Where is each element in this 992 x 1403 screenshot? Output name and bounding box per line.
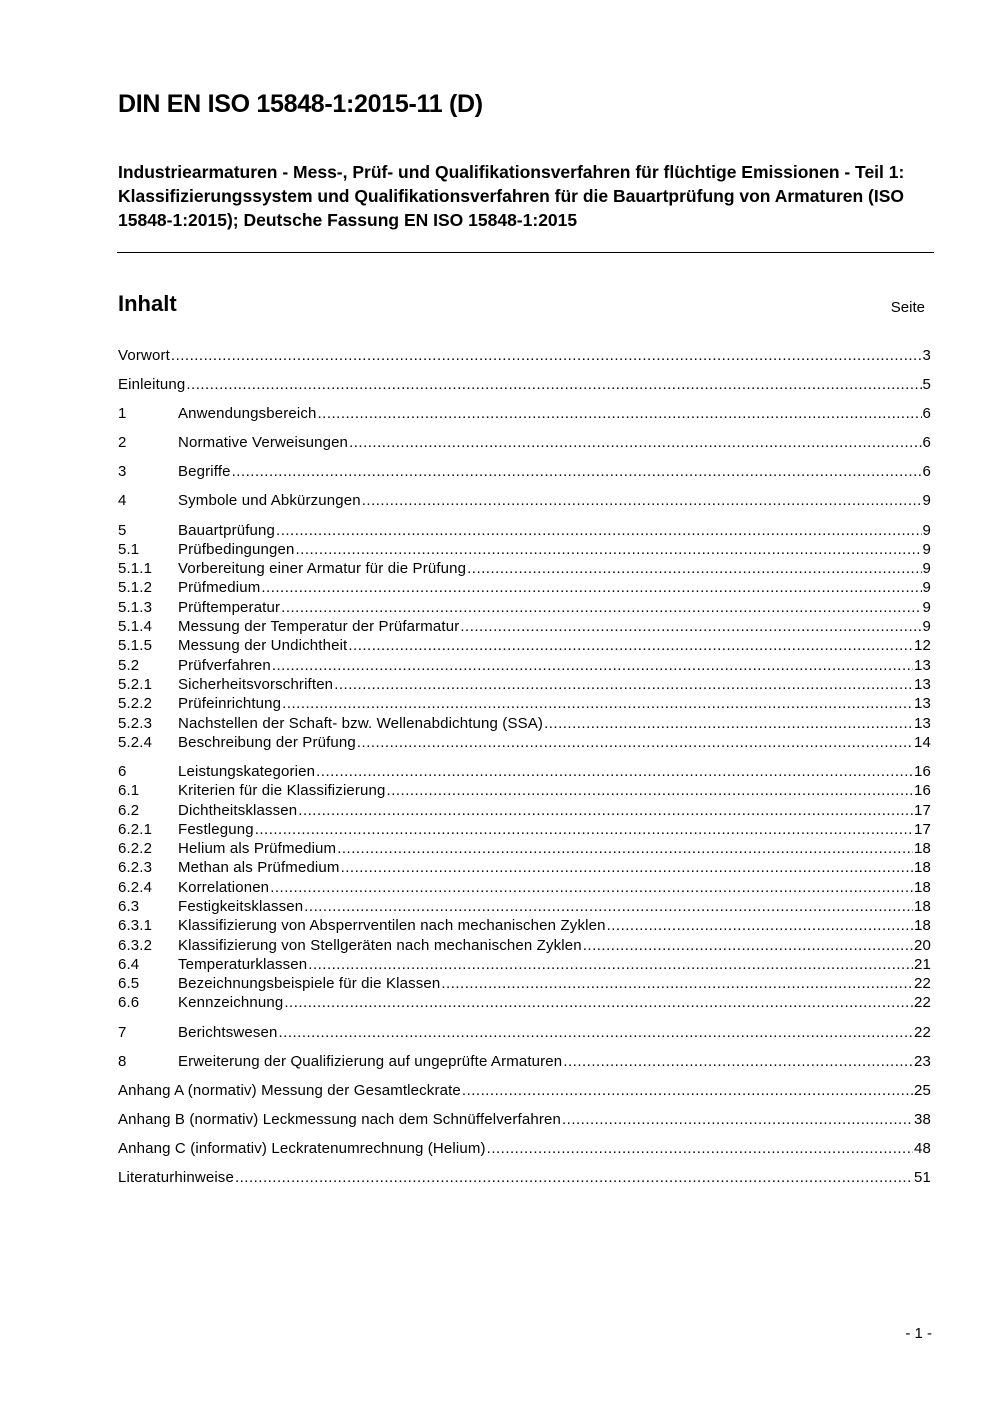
- toc-entry[interactable]: [118, 463, 931, 482]
- toc-entry-number: 6.4: [118, 955, 140, 973]
- toc-leader-dots: [563, 1053, 913, 1070]
- toc-entry[interactable]: [118, 599, 931, 618]
- toc-entry-number: 6.3: [118, 898, 140, 915]
- toc-entry[interactable]: [118, 405, 931, 424]
- toc-entry-page: 22: [914, 994, 931, 1012]
- toc-entry[interactable]: [118, 859, 931, 878]
- toc-entry-number: 5.2.3: [118, 714, 153, 732]
- toc-entry[interactable]: [118, 975, 931, 994]
- toc-entry-number: 6.6: [118, 994, 140, 1012]
- toc-entry[interactable]: [118, 821, 931, 840]
- toc-entry-title: Begriffe: [178, 463, 231, 481]
- toc-leader-dots: [462, 1082, 913, 1099]
- toc-entry-title: Anhang A (normativ) Messung der Gesamtleckrate: [118, 1081, 461, 1099]
- toc-leader-dots: [282, 695, 913, 712]
- toc-leader-dots: [487, 1140, 913, 1157]
- toc-leader-dots: [562, 1111, 913, 1128]
- toc-entry-page: 14: [914, 733, 931, 751]
- toc-entry[interactable]: [118, 1111, 931, 1130]
- toc-leader-dots: [279, 1024, 914, 1041]
- toc-entry-title: Anwendungsbereich: [178, 405, 317, 423]
- toc-leader-dots: [270, 879, 913, 896]
- toc-entry-number: 5.2.1: [118, 675, 153, 693]
- toc-entry-page: 9: [922, 579, 931, 597]
- toc-entry[interactable]: [118, 956, 931, 975]
- toc-entry-page: 3: [922, 347, 931, 364]
- toc-entry-number: 5.2.4: [118, 733, 153, 751]
- toc-entry-title: Nachstellen der Schaft- bzw. Wellenabdichtung (SSA): [178, 714, 544, 732]
- toc-leader-dots: [349, 434, 921, 451]
- toc-entry-number: 8: [118, 1052, 127, 1070]
- toc-entry-page: 17: [914, 801, 931, 819]
- toc-leader-dots: [460, 618, 921, 635]
- toc-entry[interactable]: [118, 1082, 931, 1101]
- toc-entry-page: 13: [914, 695, 931, 713]
- toc-entry-page: 22: [914, 1023, 931, 1041]
- toc-entry-page: 13: [914, 714, 931, 732]
- toc-entry-page: 18: [914, 859, 931, 877]
- toc-entry-number: 5.2.2: [118, 695, 153, 713]
- toc-heading: Inhalt: [118, 291, 177, 316]
- document-subtitle: Industriearmaturen - Mess-, Prüf- und Qualifikationsverfahren für flüchtige Emissionen - Teil 1: Klassifizierungssystem und Qualifikationsverfahren für die Bauartprüfung von Armaturen (ISO 15848-1:2015); Deutsche Fassung EN ISO 15848-1:2015: [118, 162, 905, 230]
- toc-entry[interactable]: [118, 676, 931, 695]
- toc-entry-page: 13: [914, 675, 931, 693]
- toc-entry[interactable]: [118, 1140, 931, 1159]
- toc-leader-dots: [583, 937, 913, 954]
- toc-leader-dots: [362, 492, 922, 509]
- toc-leader-dots: [317, 405, 921, 422]
- toc-entry[interactable]: [118, 734, 931, 753]
- toc-entry-page: 6: [922, 434, 931, 452]
- toc-entry-title: Messung der Temperatur der Prüfarmatur: [178, 618, 460, 636]
- toc-entry[interactable]: [118, 1024, 931, 1043]
- toc-leader-dots: [441, 975, 913, 992]
- toc-entry-title: Klassifizierung von Stellgeräten nach mechanischen Zyklen: [178, 936, 582, 954]
- toc-leader-dots: [316, 763, 913, 780]
- toc-entry-title: Prüfverfahren: [178, 656, 271, 674]
- toc-entry-page: 9: [922, 540, 931, 558]
- toc-entry-number: 6: [118, 762, 127, 780]
- toc-leader-dots: [387, 782, 913, 799]
- toc-entry-number: 6.2: [118, 801, 140, 819]
- toc-entry-title: Dichtheitsklassen: [178, 801, 298, 819]
- toc-entry-number: 2: [118, 434, 127, 452]
- toc-entry-title: Festlegung: [178, 820, 254, 838]
- toc-entry[interactable]: [118, 802, 931, 821]
- toc-leader-dots: [235, 1169, 913, 1186]
- toc-leader-dots: [255, 821, 913, 838]
- toc-entry-title: Bezeichnungsbeispiele für die Klassen: [178, 975, 441, 993]
- toc-entry-page: 9: [922, 560, 931, 578]
- toc-leader-dots: [334, 676, 913, 693]
- toc-entry-number: 6.2.2: [118, 840, 153, 858]
- toc-leader-dots: [276, 522, 921, 539]
- toc-entry-number: 6.2.1: [118, 820, 153, 838]
- toc-entry-title: Beschreibung der Prüfung: [178, 733, 356, 751]
- toc-entry[interactable]: [118, 994, 931, 1013]
- toc-leader-dots: [341, 859, 913, 876]
- toc-entry-title: Anhang C (informativ) Leckratenumrechnung (Helium): [118, 1139, 486, 1157]
- toc-entry-title: Methan als Prüfmedium: [178, 859, 340, 877]
- toc-entry[interactable]: [118, 1053, 931, 1072]
- toc-leader-dots: [357, 734, 913, 751]
- toc-entry-number: 6.2.3: [118, 859, 153, 877]
- toc-entry-page: 48: [914, 1139, 931, 1157]
- toc-entry-number: 5.1.1: [118, 560, 153, 578]
- toc-entry-number: 6.3.2: [118, 936, 153, 954]
- toc-entry-page: 38: [914, 1110, 931, 1128]
- title-divider: [117, 252, 934, 253]
- toc-entry-number: 1: [118, 405, 127, 423]
- toc-leader-dots: [272, 657, 913, 674]
- toc-entry-title: Normative Verweisungen: [178, 434, 349, 452]
- toc-entry-page: 6: [922, 463, 931, 481]
- toc-entry[interactable]: [118, 376, 931, 395]
- toc-entry-title: Korrelationen: [178, 878, 270, 896]
- toc-entry-number: 5.1: [118, 540, 140, 558]
- toc-entry-page: 16: [914, 782, 931, 800]
- toc-entry-title: Sicherheitsvorschriften: [178, 675, 334, 693]
- toc-entry-title: Einleitung: [118, 376, 186, 394]
- toc-leader-dots: [296, 541, 922, 558]
- toc-entry-title: Literaturhinweise: [118, 1169, 234, 1187]
- toc-leader-dots: [281, 599, 921, 616]
- toc-entry[interactable]: [118, 898, 931, 917]
- toc-entry-page: 12: [914, 637, 931, 655]
- toc-entry-page: 21: [914, 955, 931, 973]
- toc-leader-dots: [467, 560, 921, 577]
- toc-leader-dots: [544, 715, 913, 732]
- toc-entry-title: Temperaturklassen: [178, 955, 308, 973]
- toc-entry-title: Prüfmedium: [178, 579, 261, 597]
- toc-entry-title: Vorwort: [118, 347, 170, 364]
- toc-entry-title: Festigkeitsklassen: [178, 898, 304, 915]
- toc-entry[interactable]: [118, 434, 931, 453]
- toc-leader-dots: [186, 376, 921, 393]
- toc-entry-number: 6.2.4: [118, 878, 153, 896]
- toc-entry-page: 16: [914, 762, 931, 780]
- toc-entry-title: Symbole und Abkürzungen: [178, 492, 361, 510]
- toc-entry[interactable]: [118, 763, 931, 782]
- toc-entry-page: 23: [914, 1052, 931, 1070]
- toc-entry-number: 5.1.5: [118, 637, 153, 655]
- toc-entry-title: Berichtswesen: [178, 1023, 278, 1041]
- toc-entry-title: Erweiterung der Qualifizierung auf ungeprüfte Armaturen: [178, 1052, 563, 1070]
- toc-leader-dots: [308, 956, 913, 973]
- toc-entry-page: 25: [914, 1081, 931, 1099]
- toc-entry-number: 5.1.4: [118, 618, 153, 636]
- toc-leader-dots: [348, 637, 913, 654]
- toc-entry-page: 17: [914, 820, 931, 838]
- toc-leader-dots: [261, 579, 921, 596]
- toc-entry-number: 4: [118, 492, 127, 510]
- toc-entry-title: Leistungskategorien: [178, 762, 316, 780]
- toc-entry-number: 5.1.2: [118, 579, 153, 597]
- toc-entry-title: Kriterien für die Klassifizierung: [178, 782, 386, 800]
- toc-entry-number: 6.5: [118, 975, 140, 993]
- toc-entry[interactable]: [118, 695, 931, 714]
- toc-entry-number: 5.2: [118, 656, 140, 674]
- toc-entry-page: 9: [922, 492, 931, 510]
- toc-entry-title: Anhang B (normativ) Leckmessung nach dem Schnüffelverfahren: [118, 1110, 561, 1128]
- toc-entry[interactable]: [118, 522, 931, 541]
- toc-entry-page: 18: [914, 898, 931, 915]
- toc-leader-dots: [607, 917, 913, 934]
- toc-leader-dots: [304, 898, 913, 915]
- toc-entry[interactable]: [118, 579, 931, 598]
- toc-leader-dots: [284, 994, 913, 1011]
- toc-entry-number: 5.1.3: [118, 598, 153, 616]
- toc-entry-page: 22: [914, 975, 931, 993]
- table-of-contents: [118, 347, 931, 1188]
- toc-entry[interactable]: [118, 840, 931, 859]
- toc-entry-page: 5: [922, 376, 931, 394]
- toc-entry-title: Vorbereitung einer Armatur für die Prüfung: [178, 560, 467, 578]
- toc-entry-number: 3: [118, 463, 127, 481]
- toc-leader-dots: [298, 802, 913, 819]
- toc-entry-page: 9: [922, 521, 931, 539]
- toc-entry-title: Bauartprüfung: [178, 521, 276, 539]
- toc-entry-page: 18: [914, 878, 931, 896]
- toc-entry-title: Helium als Prüfmedium: [178, 840, 337, 858]
- toc-entry-page: 18: [914, 917, 931, 935]
- toc-entry[interactable]: [118, 879, 931, 898]
- document-title: DIN EN ISO 15848-1:2015-11 (D): [118, 90, 483, 118]
- toc-entry-page: 18: [914, 840, 931, 858]
- toc-entry[interactable]: [118, 637, 931, 656]
- toc-entry[interactable]: [118, 1169, 931, 1188]
- toc-entry-page: 13: [914, 656, 931, 674]
- toc-entry-title: Prüfeinrichtung: [178, 695, 282, 713]
- toc-entry-title: Prüftemperatur: [178, 598, 281, 616]
- toc-entry-title: Prüfbedingungen: [178, 540, 295, 558]
- toc-entry-page: 6: [922, 405, 931, 423]
- toc-entry[interactable]: [118, 492, 931, 511]
- toc-entry[interactable]: [118, 715, 931, 734]
- toc-entry-page: 20: [914, 936, 931, 954]
- toc-entry-title: Kennzeichnung: [178, 994, 284, 1012]
- toc-entry[interactable]: [118, 917, 931, 936]
- toc-entry-page: 9: [922, 598, 931, 616]
- toc-entry-number: 6.1: [118, 782, 140, 800]
- toc-page-column-label: Seite: [890, 299, 925, 316]
- toc-entry[interactable]: [118, 347, 931, 366]
- toc-leader-dots: [337, 840, 913, 857]
- toc-entry-number: 6.3.1: [118, 917, 153, 935]
- toc-entry-page: 9: [922, 618, 931, 636]
- toc-entry[interactable]: [118, 560, 931, 579]
- toc-entry[interactable]: [118, 937, 931, 956]
- toc-entry-title: Klassifizierung von Absperrventilen nach mechanischen Zyklen: [178, 917, 606, 935]
- toc-entry-number: 5: [118, 521, 127, 539]
- toc-entry[interactable]: [118, 657, 931, 676]
- toc-entry[interactable]: [118, 782, 931, 801]
- toc-leader-dots: [171, 347, 922, 364]
- toc-entry[interactable]: [118, 541, 931, 560]
- toc-entry-number: 7: [118, 1023, 127, 1041]
- toc-entry[interactable]: [118, 618, 931, 637]
- toc-leader-dots: [232, 463, 922, 480]
- page-number: - 1 -: [905, 1325, 932, 1342]
- toc-entry-title: Messung der Undichtheit: [178, 637, 348, 655]
- toc-entry-page: 51: [914, 1169, 931, 1187]
